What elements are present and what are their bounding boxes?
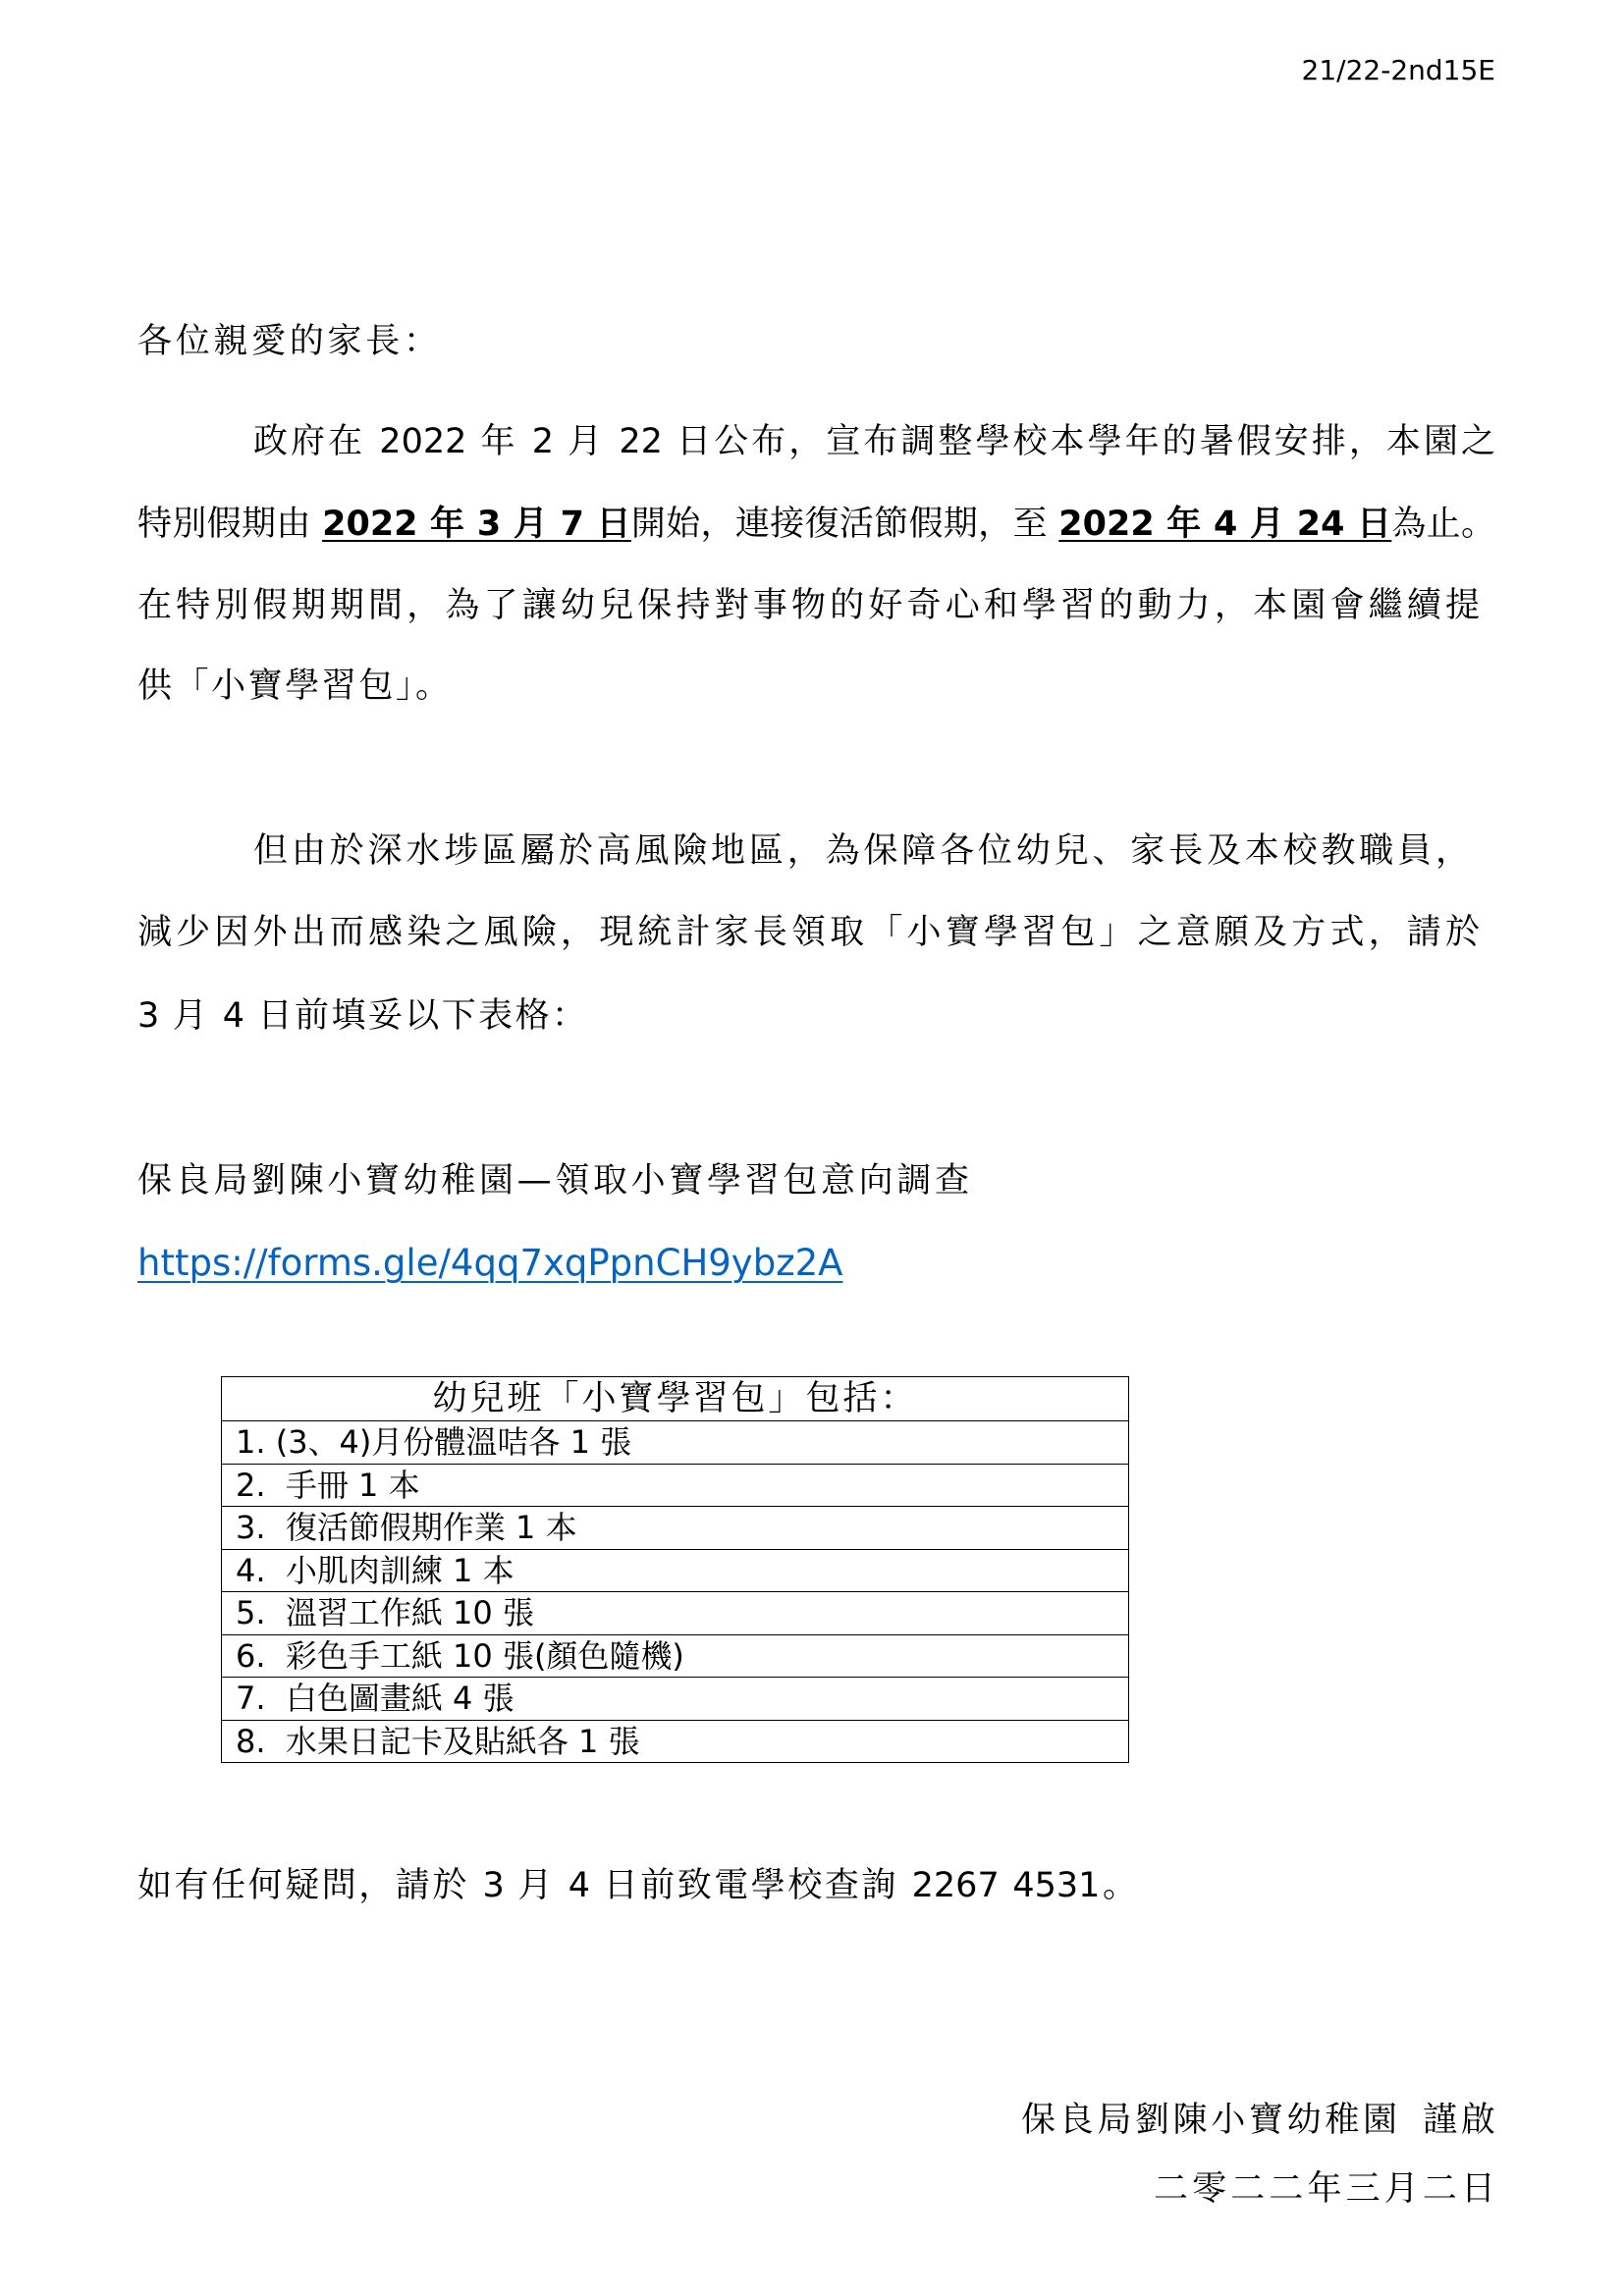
pack-item: 2. 手冊 1 本 <box>222 1464 1129 1507</box>
pack-item: 3. 復活節假期作業 1 本 <box>222 1507 1129 1550</box>
pack-item: 8. 水果日記卡及貼紙各 1 張 <box>222 1720 1129 1763</box>
paragraph-1-line-3: 在特別假期期間，為了讓幼兒保持對事物的好奇心和學習的動力，本園會繼續提 <box>137 586 1480 625</box>
holiday-text-after: 為止。 <box>1391 505 1495 544</box>
holiday-end-date: 2022 年 4 月 24 日 <box>1058 505 1392 544</box>
greeting: 各位親愛的家長： <box>137 322 438 361</box>
signature-school-name: 保良局劉陳小寶幼稚園 <box>1021 2101 1397 2140</box>
pack-item: 1. (3、4)月份體溫咭各 1 張 <box>222 1421 1129 1465</box>
paragraph-2-line-3: 3 月 4 日前填妥以下表格： <box>137 996 586 1036</box>
reference-code: 21/22-2nd15E <box>1301 54 1495 86</box>
table-row <box>222 1421 1129 1465</box>
table-row <box>222 1592 1129 1635</box>
survey-title: 保良局劉陳小寶幼稚園—領取小寶學習包意向調查 <box>137 1161 969 1201</box>
paragraph-2-line-1: 但由於深水埗區屬於高風險地區，為保障各位幼兒、家長及本校教職員， <box>253 831 1470 871</box>
signature-closing: 謹啟 <box>1423 2101 1495 2140</box>
paragraph-1-line-1: 政府在 2022 年 2 月 22 日公布，宣布調整學校本學年的暑假安排，本園之 <box>253 422 1495 461</box>
survey-link[interactable]: https://forms.gle/4qq7xqPpnCH9ybz2A <box>137 1242 843 1284</box>
enquiry-note: 如有任何疑問，請於 3 月 4 日前致電學校查詢 2267 4531。 <box>137 1866 1137 1905</box>
table-header-row <box>222 1377 1129 1421</box>
table-row <box>222 1720 1129 1763</box>
survey-link-line <box>137 1239 842 1288</box>
pack-item: 7. 白色圖畫紙 4 張 <box>222 1678 1129 1721</box>
pack-item: 5. 溫習工作紙 10 張 <box>222 1592 1129 1635</box>
table-row <box>222 1634 1129 1678</box>
table-row <box>222 1678 1129 1721</box>
pack-table-header: 幼兒班「小寶學習包」包括： <box>222 1377 1129 1421</box>
pack-contents-table <box>221 1376 1129 1763</box>
table-row <box>222 1549 1129 1592</box>
paragraph-1-line-4: 供「小寶學習包」。 <box>137 667 450 706</box>
table-row <box>222 1507 1129 1550</box>
holiday-text-middle: 開始，連接復活節假期，至 <box>630 505 1059 544</box>
table-row <box>222 1464 1129 1507</box>
pack-item: 6. 彩色手工紙 10 張(顏色隨機) <box>222 1634 1129 1678</box>
paragraph-1-line-2 <box>137 500 1495 549</box>
holiday-start-date: 2022 年 3 月 7 日 <box>322 505 631 544</box>
signature-date: 二零二二年三月二日 <box>1154 2169 1495 2209</box>
paragraph-2-line-2: 減少因外出而感染之風險，現統計家長領取「小寶學習包」之意願及方式，請於 <box>137 913 1480 952</box>
pack-item: 4. 小肌肉訓練 1 本 <box>222 1549 1129 1592</box>
signature <box>1021 2096 1495 2145</box>
holiday-text-before: 特別假期由 <box>137 505 323 544</box>
